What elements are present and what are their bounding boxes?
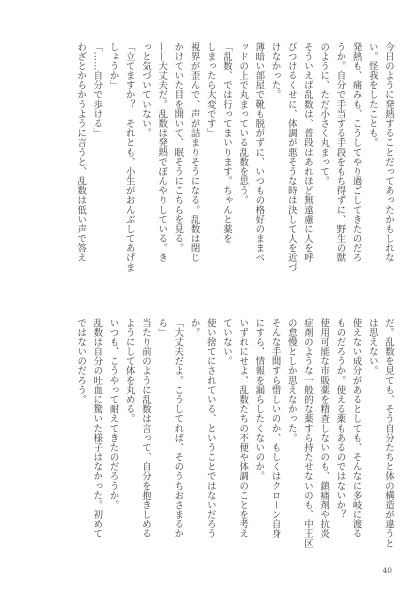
text-line: そういえば乱数は、普段はあれほど無遠慮に人を呼 [301,42,313,263]
text-line: しまったら大変です」 [204,42,216,138]
text-line: 「立てますか？ それとも、小生がおんぶしてあげま [123,42,135,273]
text-line: ではないのだろう。 [75,318,87,405]
text-line: ものだろうか。使える薬もあるのではないか？ [334,318,346,520]
text-line: のように、ただ小さく丸まって。 [318,42,330,186]
text-line: 症剤のような一般的な薬すら持たせないのも、中王区 [301,318,313,549]
text-line: 「……自分で歩ける」 [91,42,103,138]
text-line: 使い捨てにされている、ということではないだろう [204,318,216,539]
text-line: そんな手間すら惜しいのか、もしくはクローン自身 [269,318,281,539]
text-line: だ。乱数を見ても、そう自分たちと体の構造が違うと [383,318,394,549]
text-line: いずれにせよ、乱数たちの不便や体調のことを考え [237,318,249,539]
text-line: びつけるくせに、体調が悪そうな時は決して人を近づ [285,42,297,273]
text-line: 発熱も、痛みも、こうしてやり過ごしてきたのだろ [350,42,362,263]
text-line: いつも、こうやって耐えてきたのだろうか。 [107,318,119,510]
text-line: か。 [188,318,200,338]
text-line: ようにして体を丸める。 [123,318,135,424]
text-line: 乱数は自分の吐血に驚いた様子はなかった。初めて [91,318,103,539]
text-line: 今日のように発熱することだってあったかもしれな [383,42,394,263]
text-line: は思えない。 [366,318,378,376]
text-line: ら」 [156,318,168,338]
text-line: ッドの上で丸まっている乱数を思う。 [237,42,249,206]
text-line: 「大丈夫だよ。こうしてれば、そのうちおさまるか [172,318,184,539]
text-line: しょうか」 [107,42,119,90]
text-block-upper [72,42,396,308]
text-line: 使用可能な市販薬を精査しないのも、鎮痛剤や抗炎 [318,318,330,539]
text-line: 「乱数、では行ってまいります。ちゃんと薬を [220,42,232,244]
page-number: 40 [382,566,392,575]
text-line: ていない。 [220,318,232,366]
text-line: にすら、情報を漏らしたくないのか。 [253,318,265,482]
text-line: 当たり前のように乱数は言って、自分を抱きしめる [139,318,151,539]
text-line: けなかった。 [269,42,281,100]
text-line: の怠慢としか思えなかった。 [285,318,297,443]
text-block-lower [72,318,396,588]
text-line: 使えない成分があるとしても、そんなに多岐に渡る [350,318,362,539]
text-line: 薄暗い部屋で靴も脱がずに、いつもの格好のままベ [253,42,265,263]
text-line: かけていた目を開いて、眠そうにこちらを見る。 [172,42,184,253]
text-line: わざとからかうように言うと、乱数は低い声で答え [75,42,87,263]
text-line: っと気づいていない。 [139,42,151,138]
text-line: 視界が歪んで、声が詰まりそうになる。乱数は閉じ [188,42,200,263]
text-line: うか。自分で手当する手段をもち得ずに、野生の獣 [334,42,346,263]
text-line: ——大丈夫だ。乱数は発熱でぼんやりしている。き [156,42,168,263]
text-line: い。怪我をしたことも。 [366,42,378,148]
